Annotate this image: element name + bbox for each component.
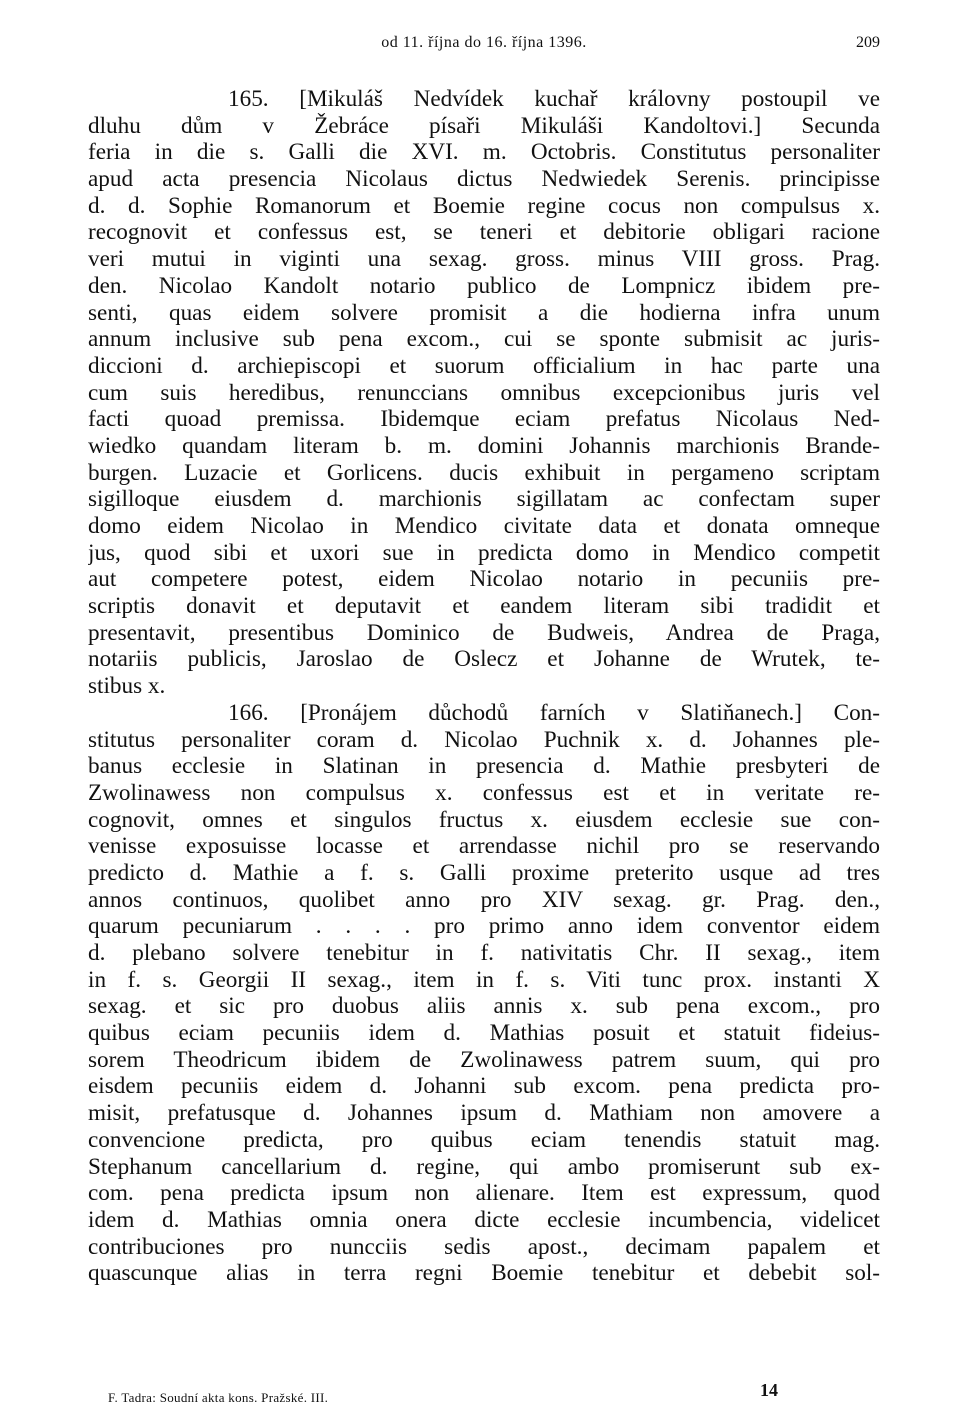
text-line: senti, quas eidem solvere promisit a die hodierna infra unum — [88, 299, 880, 326]
text-line: veri mutui in viginti una sexag. gross. minus VIII gross. Prag. — [88, 246, 880, 273]
text-line: 166. [Pronájem důchodů farních v Slatiňanech.] Con- — [228, 699, 880, 726]
text-line: Stephanum cancellarium d. regine, qui ambo promiserunt sub ex- — [88, 1153, 880, 1180]
text-line: scriptis donavit et deputavit et eandem literam sibi tradidit et — [88, 593, 880, 620]
text-line: annos continuos, quolibet anno pro XIV sexag. gr. Prag. den., — [88, 886, 880, 913]
text-line: d. plebano solvere tenebitur in f. nativitatis Chr. II sexag., item — [88, 940, 880, 966]
text-line: diccioni d. archiepiscopi et suorum officialium in hac parte una — [88, 352, 880, 379]
text-line: stibus x. — [88, 673, 166, 700]
text-line: in f. s. Georgii II sexag., item in f. s. Viti tunc prox. instanti X — [88, 966, 880, 993]
text-line: sexag. et sic pro duobus aliis annis x. sub pena excom., pro — [88, 993, 880, 1020]
text-line: apud acta presencia Nicolaus dictus Nedwiedek Serenis. principisse — [88, 166, 880, 193]
text-line: wiedko quandam literam b. m. domini Johannis marchionis Brande- — [88, 432, 880, 459]
text-line: misit, prefatusque d. Johannes ipsum d. Mathiam non amovere a — [88, 1100, 880, 1127]
text-line: cum suis heredibus, renunccians omnibus excepcionibus juris vel — [88, 379, 880, 406]
page-number: 209 — [856, 34, 880, 51]
text-line: stitutus personaliter coram d. Nicolao Puchnik x. d. Johannes ple- — [88, 726, 880, 753]
text-line: feria in die s. Galli die XVI. m. Octobris. Constitutus personaliter — [88, 139, 880, 166]
page-footer — [108, 1380, 788, 1410]
text-line: domo eidem Nicolao in Mendico civitate data et donata omneque — [88, 513, 880, 539]
text-line: presentavit, presentibus Dominico de Budweis, Andrea de Praga, — [88, 619, 880, 646]
text-line: notariis publicis, Jaroslao de Oslecz et Johanne de Wrutek, te- — [88, 646, 880, 673]
text-line: quarum pecuniarum . . . . pro primo anno idem conventor eidem — [88, 913, 880, 940]
body-text — [88, 86, 880, 1287]
text-line: cognovit, omnes et singulos fructus x. eiusdem ecclesie sue con- — [88, 806, 880, 833]
running-title: od 11. října do 16. října 1396. — [381, 34, 587, 51]
text-line: 165. [Mikuláš Nedvídek kuchař královny postoupil ve — [228, 86, 880, 112]
text-line: facti quoad premissa. Ibidemque eciam prefatus Nicolaus Ned- — [88, 406, 880, 433]
text-line: com. pena predicta ipsum non alienare. Item est expressum, quod — [88, 1180, 880, 1207]
text-line: recognovit et confessus est, se teneri et debitorie obligari racione — [88, 219, 880, 246]
text-line: sigilloque eiusdem d. marchionis sigillatam ac confectam super — [88, 486, 880, 513]
text-line: quascunque alias in terra regni Boemie tenebitur et debebit sol- — [88, 1260, 880, 1287]
text-line: contribuciones pro nuncciis sedis apost., decimam papalem et — [88, 1233, 880, 1260]
text-line: jus, quod sibi et uxori sue in predicta domo in Mendico competit — [88, 539, 880, 566]
text-line: idem d. Mathias omnia onera dicte ecclesie incumbencia, videlicet — [88, 1206, 880, 1233]
text-line: eisdem pecuniis eidem d. Johanni sub excom. pena predicta pro- — [88, 1073, 880, 1100]
text-line: d. d. Sophie Romanorum et Boemie regine cocus non compulsus x. — [88, 192, 880, 219]
source-note: F. Tadra: Soudní akta kons. Pražské. III. — [108, 1390, 329, 1405]
running-head — [88, 30, 880, 60]
text-line: den. Nicolao Kandolt notario publico de Lompnicz ibidem pre- — [88, 272, 880, 299]
text-line: quibus eciam pecuniis idem d. Mathias posuit et statuit fideius- — [88, 1020, 880, 1047]
text-line: sorem Theodricum ibidem de Zwolinawess patrem suum, qui pro — [88, 1046, 880, 1073]
text-line: dluhu dům v Žebráce písaři Mikuláši Kandoltovi.] Secunda — [88, 112, 880, 139]
text-line: aut competere potest, eidem Nicolao notario in pecuniis pre- — [88, 566, 880, 593]
text-line: convencione predicta, pro quibus eciam tenendis statuit mag. — [88, 1126, 880, 1153]
text-line: venisse exposuisse locasse et arrendasse nichil pro se reservando — [88, 833, 880, 860]
text-line: burgen. Luzacie et Gorlicens. ducis exhibuit in pergameno scriptam — [88, 459, 880, 486]
text-line: predicto d. Mathie a f. s. Galli proxime preterito usque ad tres — [88, 859, 880, 886]
text-line: Zwolinawess non compulsus x. confessus est et in veritate re- — [88, 779, 880, 806]
signature-mark: 14 — [760, 1380, 778, 1400]
text-line: banus ecclesie in Slatinan in presencia d. Mathie presbyteri de — [88, 753, 880, 780]
text-line: annum inclusive sub pena excom., cui se sponte submisit ac juris- — [88, 326, 880, 353]
